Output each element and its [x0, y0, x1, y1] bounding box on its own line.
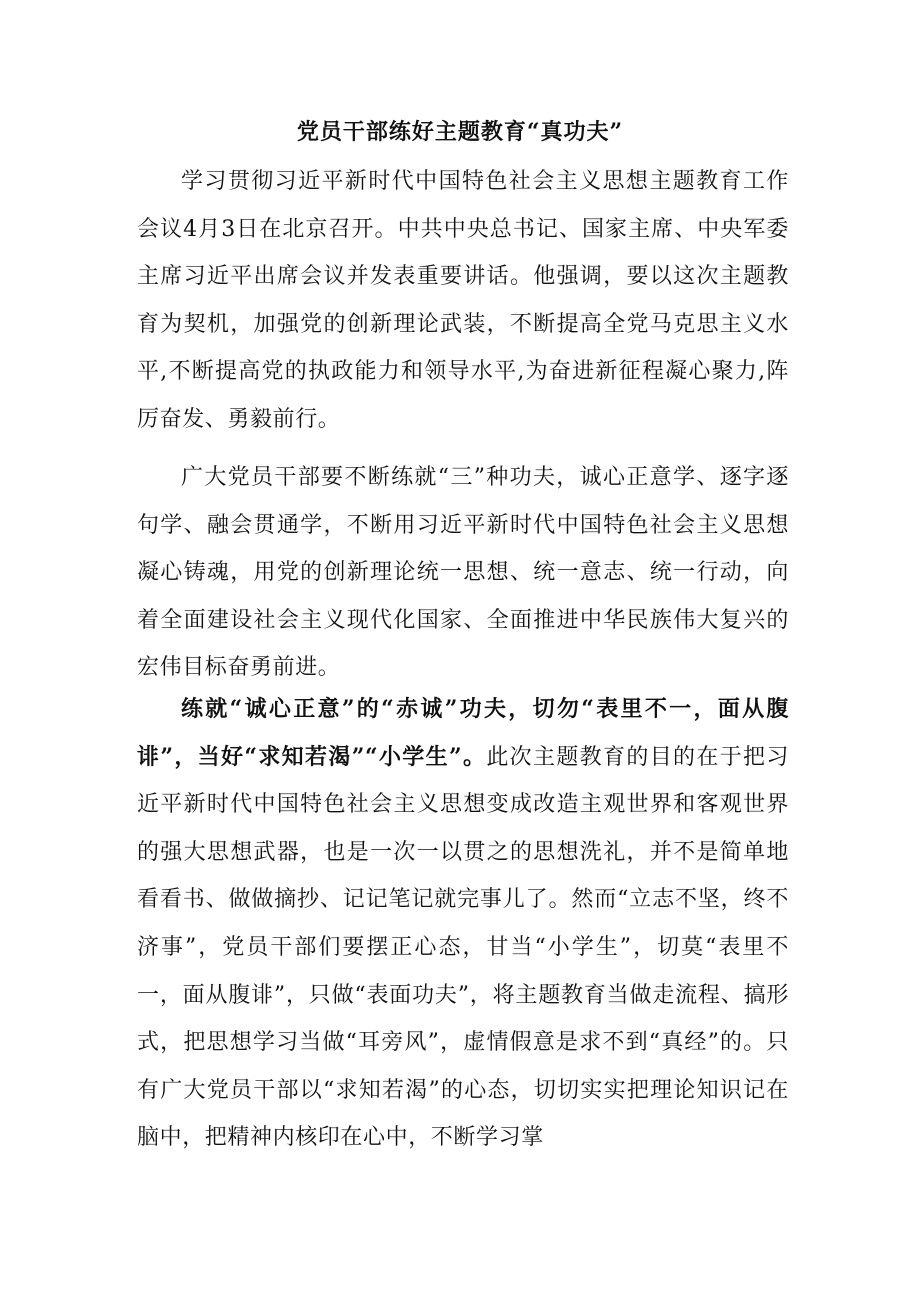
document-title: 党员干部练好主题教育“真功夫”: [296, 119, 624, 145]
paragraph-2: 广大党员干部要不断练就“三”种功夫，诚心正意学、逐字逐句学、融会贯通学，不断用习近平新时代中国特色社会主义思想凝心铸魂，用党的创新理论统一思想、统一意志、统一行动，向着全面建设社会主义现代化国家、全面推进中华民族伟大复兴的宏伟目标奋勇前进。: [137, 465, 789, 681]
paragraph-3-heading: 练就“诚心正意”的“赤诚”功夫，切勿“表里不一，面从腹诽”，当好“求知若渴”“小学生”。: [137, 696, 789, 770]
paragraph-3: [137, 686, 789, 1162]
paragraph-3-body: 此次主题教育的目的在于把习近平新时代中国特色社会主义思想变成改造主观世界和客观世界的强大思想武器，也是一次一以贯之的思想洗礼，并不是简单地看看书、做做摘抄、记记笔记就完事儿了。然而“立志不坚，终不济事”，党员干部们要摆正心态，甘当“小学生”，切莫“表里不一，面从腹诽”，只做“表面功夫”，将主题教育当做走流程、搞形式，把思想学习当做“耳旁风”，虚情假意是求不到“真经”的。只有广大党员干部以“求知若渴”的心态，切切实实把理论知识记在脑中，把精神内核印在心中，不断学习掌: [137, 744, 789, 1151]
paragraph-1: 学习贯彻习近平新时代中国特色社会主义思想主题教育工作会议4月3日在北京召开。中共中央总书记、国家主席、中央军委主席习近平出席会议并发表重要讲话。他强调，要以这次主题教育为契机，加强党的创新理论武装，不断提高全党马克思主义水平,不断提高党的执政能力和领导水平,为奋进新征程凝心聚力,阵厉奋发、勇毅前行。: [137, 169, 789, 432]
